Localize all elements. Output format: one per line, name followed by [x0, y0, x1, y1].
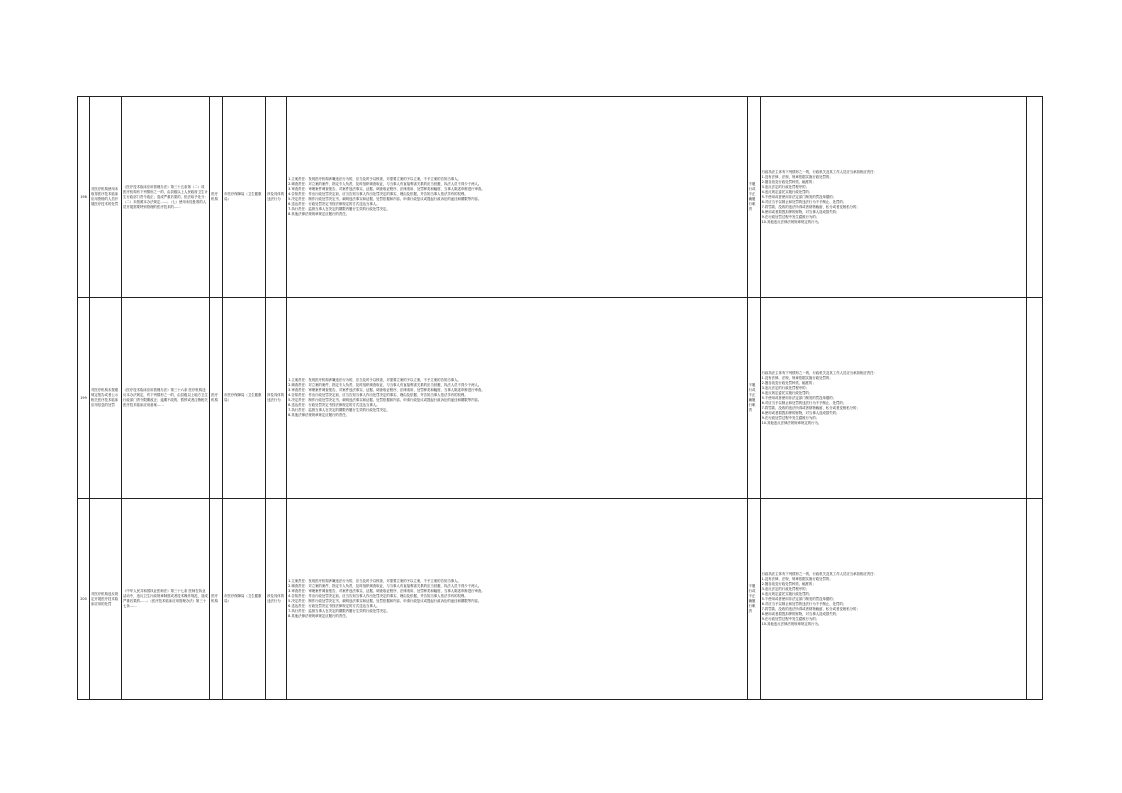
duty-line: 1.立案责任：发现医疗机构涉嫌违法行为的，应当及时予以核查，对需要立案的予以立案，不予立案的告知当事人。 [288, 579, 461, 583]
accountability-line: 6.对应当予以制止和处罚的违法行为不予制止、处罚的； [761, 400, 847, 405]
responsibility-subject: 涉及具体的违法行为 [266, 298, 287, 499]
accountability-line: 1.没有法律、法规、规章依据实施行政处罚的； [761, 375, 833, 380]
duty-line: 5.决定责任：制作行政处罚决定书，载明违法事实和证据、处罚依据和内容、申请行政复议或提起行政诉讼的途径和期限等内容。 [288, 599, 482, 603]
accountability-line: 9.在行政处罚过程中发生腐败行为的； [761, 415, 820, 420]
accountability-line: 4.违反规定委托实施行政处罚的； [761, 390, 813, 395]
accountability-line: 行政执法主体有下列情形之一的，行政机关及其工作人员应当承担相应责任： [761, 571, 877, 576]
accountability-line: 10.其他违反法律法规规章规定的行为。 [761, 621, 822, 626]
duty-line: 5.决定责任：制作行政处罚决定书，载明违法事实和证据、处罚依据和内容、申请行政复议或提起行政诉讼的途径和期限等内容。 [288, 197, 482, 201]
accountability-label: 不履行或不正确履行职责 [747, 298, 760, 499]
responsibility-duties [287, 97, 747, 298]
duty-line: 4.告知责任：作出行政处罚决定前，应当告知当事人作出处罚决定的事实、理由及依据，并告知当事人依法享有的权利。 [288, 393, 468, 397]
implementing-authority: 市医疗保障局（卫生健康局） [223, 499, 266, 700]
duty-line: 4.告知责任：作出行政处罚决定前，应当告知当事人作出处罚决定的事实、理由及依据，并告知当事人依法享有的权利。 [288, 192, 468, 196]
table-row [78, 97, 1043, 298]
responsibility-table [77, 96, 1043, 700]
duty-line: 3.审查责任：审理案件调查报告，对案件违法事实、证据、调查取证程序、法律适用、处罚种类和幅度、当事人陈述申辩进行审查。 [288, 187, 485, 191]
accountability-line: 5.不使用或者使用非法定部门制发的罚没单据的； [761, 395, 837, 400]
implementing-authority: 市医疗保障局（卫生健康局） [223, 298, 266, 499]
duty-line: 2.调查责任：对立案的案件，指定专人负责，及时组织调查取证，与当事人有直接利害关系的应当回避，执法人员不得少于两人。 [288, 383, 482, 387]
duty-line: 7.执行责任：监督当事人在决定的期限内履行生效的行政处罚决定。 [288, 609, 390, 613]
duty-line: 2.调查责任：对立案的案件，指定专人负责，及时组织调查取证，与当事人有直接利害关系的应当回避，执法人员不得少于两人。 [288, 584, 482, 588]
legal-basis: 《医疗技术临床应用管理办法》第三十五条第（二）项 医疗机构有下列情形之一的，由县级以上人民政府卫生计生行政部门责令改正；造成严重后果的，依法给予处分：（二）未按照本办法规定……；（七）使用未经批准的人员开展需要特别管理的医疗技术的…… [122, 97, 210, 298]
row-number: 198 [78, 97, 90, 298]
accountability-line: 行政执法主体有下列情形之一的，行政机关及其工作人员应当承担相应责任： [761, 169, 877, 174]
row-number: 200 [78, 499, 90, 700]
accountability-line: 8.使用或者损毁扣押的财物，对当事人造成损失的； [761, 410, 840, 415]
duty-line: 5.决定责任：制作行政处罚决定书，载明违法事实和证据、处罚依据和内容、申请行政复议或提起行政诉讼的途径和期限等内容。 [288, 398, 482, 402]
responsibility-duties [287, 298, 747, 499]
accountability-items [760, 298, 1026, 499]
accountability-line: 7.将罚款、没收的违法所得或者财物截留、私分或者变相私分的； [761, 204, 860, 209]
remarks-cell [1026, 97, 1042, 298]
legal-basis: 《中华人民共和国执业医师法》第三十七条 医师在执业活动中，违反卫生行政规章制度或者技术操作规范，造成严重后果的……；《医疗技术临床应用管理办法》第三十七条…… [122, 499, 210, 700]
duty-line: 8.其他法律法规规章规定应履行的责任。 [288, 614, 350, 618]
accountability-line: 2.擅自改变行政处罚种类、幅度的； [761, 380, 816, 385]
duty-line: 4.告知责任：作出行政处罚决定前，应当告知当事人作出处罚决定的事实、理由及依据，并告知当事人依法享有的权利。 [288, 594, 468, 598]
accountability-line: 4.违反规定委托实施行政处罚的； [761, 591, 813, 596]
accountability-line: 5.不使用或者使用非法定部门制发的罚没单据的； [761, 194, 837, 199]
accountability-line: 行政执法主体有下列情形之一的，行政机关及其工作人员应当承担相应责任： [761, 370, 877, 375]
accountability-line: 3.违反法定的行政处罚程序的； [761, 385, 809, 390]
duty-line: 1.立案责任：发现医疗机构涉嫌违法行为的，应当及时予以核查，对需要立案的予以立案，不予立案的告知当事人。 [288, 177, 461, 181]
item-title: 对医疗机构未按照规定报告或者公示相关医疗技术临床应用信息的处罚 [90, 298, 122, 499]
accountability-line: 8.使用或者损毁扣押的财物，对当事人造成损失的； [761, 209, 840, 214]
table-row [78, 298, 1043, 499]
duty-line: 7.执行责任：监督当事人在决定的期限内履行生效的行政处罚决定。 [288, 207, 390, 211]
duty-line: 3.审查责任：审理案件调查报告，对案件违法事实、证据、调查取证程序、法律适用、处罚种类和幅度、当事人陈述申辩进行审查。 [288, 589, 485, 593]
accountability-line: 10.其他违反法律法规规章规定的行为。 [761, 219, 822, 224]
duty-line: 2.调查责任：对立案的案件，指定专人负责，及时组织调查取证，与当事人有直接利害关系的应当回避，执法人员不得少于两人。 [288, 182, 482, 186]
accountability-line: 2.擅自改变行政处罚种类、幅度的； [761, 179, 816, 184]
duty-line: 6.送达责任：行政处罚决定书按法律规定的方式送达当事人。 [288, 604, 380, 608]
accountability-line: 7.将罚款、没收的违法所得或者财物截留、私分或者变相私分的； [761, 405, 860, 410]
accountability-line: 6.对应当予以制止和处罚的违法行为不予制止、处罚的； [761, 601, 847, 606]
accountability-line: 6.对应当予以制止和处罚的违法行为不予制止、处罚的； [761, 199, 847, 204]
duty-line: 6.送达责任：行政处罚决定书按法律规定的方式送达当事人。 [288, 202, 380, 206]
accountability-items [760, 499, 1026, 700]
duty-line: 8.其他法律法规规章规定应履行的责任。 [288, 413, 350, 417]
accountability-line: 3.违反法定的行政处罚程序的； [761, 586, 809, 591]
accountability-line: 1.没有法律、法规、规章依据实施行政处罚的； [761, 174, 833, 179]
accountability-line: 3.违反法定的行政处罚程序的； [761, 184, 809, 189]
implementing-authority: 市医疗保障局（卫生健康局） [223, 97, 266, 298]
duty-line: 1.立案责任：发现医疗机构涉嫌违法行为的，应当及时予以核查，对需要立案的予以立案，不予立案的告知当事人。 [288, 378, 461, 382]
table-body [78, 97, 1043, 700]
accountability-line: 4.违反规定委托实施行政处罚的； [761, 189, 813, 194]
duty-line: 3.审查责任：审理案件调查报告，对案件违法事实、证据、调查取证程序、法律适用、处罚种类和幅度、当事人陈述申辩进行审查。 [288, 388, 485, 392]
responsibility-subject: 涉及具体的违法行为 [266, 97, 287, 298]
accountability-line: 9.在行政处罚过程中发生腐败行为的； [761, 214, 820, 219]
accountability-line: 5.不使用或者使用非法定部门制发的罚没单据的； [761, 596, 837, 601]
accountability-line: 10.其他违反法律法规规章规定的行为。 [761, 420, 822, 425]
duty-line: 7.执行责任：监督当事人在决定的期限内履行生效的行政处罚决定。 [288, 408, 390, 412]
accountability-line: 2.擅自改变行政处罚种类、幅度的； [761, 581, 816, 586]
table-row [78, 499, 1043, 700]
item-category: 医疗机构 [210, 298, 223, 499]
item-category: 医疗机构 [210, 499, 223, 700]
accountability-label: 不履行或不正确履行职责 [747, 499, 760, 700]
item-title: 对医疗机构违反规定开展医疗技术临床应用的处罚 [90, 499, 122, 700]
responsibility-subject: 涉及具体的违法行为 [266, 499, 287, 700]
row-number: 199 [78, 298, 90, 499]
accountability-line: 1.没有法律、法规、规章依据实施行政处罚的； [761, 576, 833, 581]
accountability-items [760, 97, 1026, 298]
remarks-cell [1026, 298, 1042, 499]
accountability-line: 8.使用或者损毁扣押的财物，对当事人造成损失的； [761, 611, 840, 616]
accountability-label: 不履行或不正确履行职责 [747, 97, 760, 298]
remarks-cell [1026, 499, 1042, 700]
item-category: 医疗机构 [210, 97, 223, 298]
duty-line: 6.送达责任：行政处罚决定书按法律规定的方式送达当事人。 [288, 403, 380, 407]
accountability-line: 9.在行政处罚过程中发生腐败行为的； [761, 616, 820, 621]
accountability-line: 7.将罚款、没收的违法所得或者财物截留、私分或者变相私分的； [761, 606, 860, 611]
legal-basis: 《医疗技术临床应用管理办法》第三十六条 医疗机构违反本办法规定，有下列情形之一的，由县级以上地方卫生行政部门责令限期改正；逾期不改的，暂停或者注销相关医疗技术临床应用备案…… [122, 298, 210, 499]
responsibility-duties [287, 499, 747, 700]
duty-line: 8.其他法律法规规章规定应履行的责任。 [288, 212, 350, 216]
item-title: 对医疗机构使用未取得医疗技术临床应用资格的人员开展医疗技术的处罚 [90, 97, 122, 298]
